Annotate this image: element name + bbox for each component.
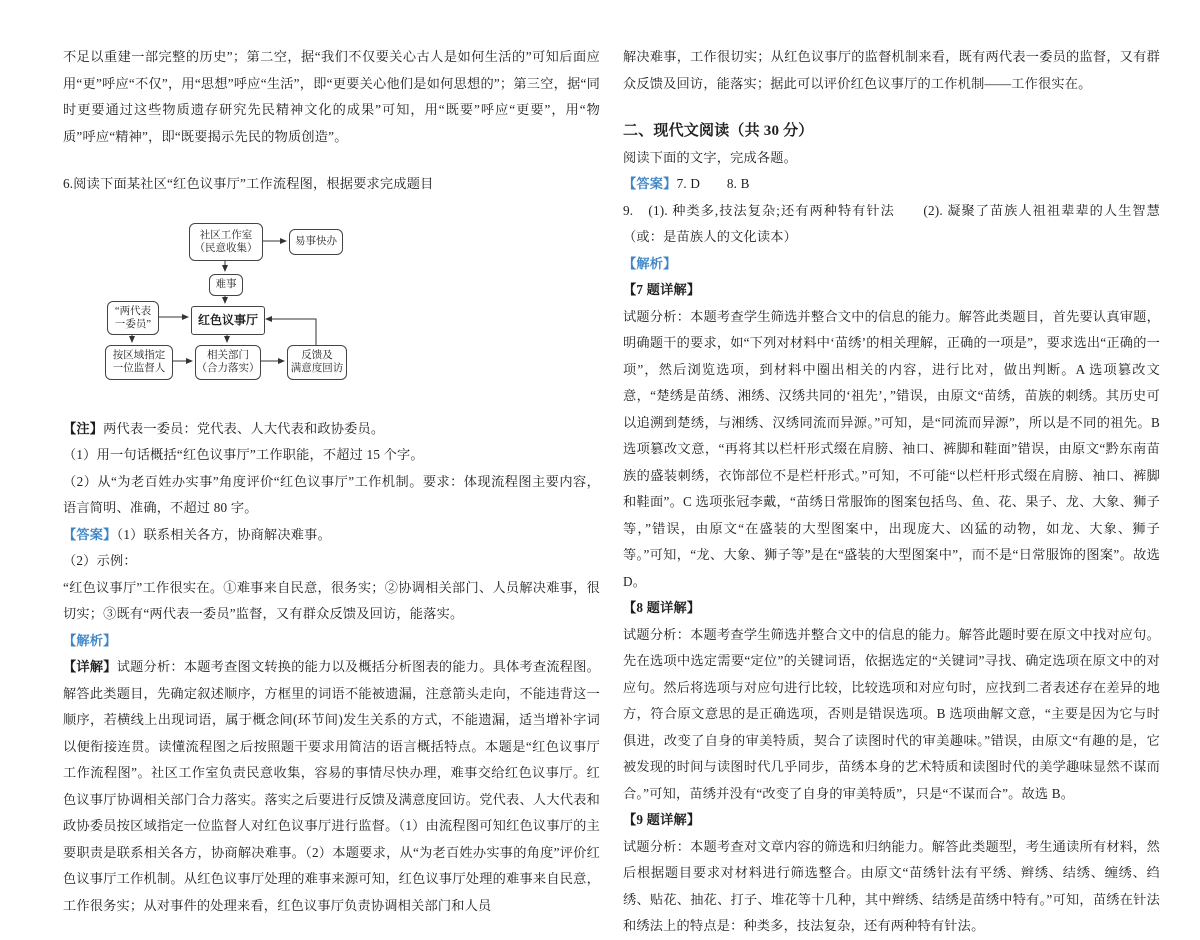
answer-marker: 【答案】	[623, 176, 677, 191]
flowchart-box-community-studio	[189, 223, 263, 261]
answer-marker: 【答案】	[63, 526, 117, 542]
arrow-feedback-to-hall	[266, 319, 316, 345]
flowchart-box-hard-matters	[209, 274, 243, 296]
detail-7-body: 试题分析：本题考查学生筛选并整合文中的信息的能力。解答此类题目，首先要认真审题，明确题干的要求，如“下列对材料中‘苗绣’的相关理解，正确的一项是”，要求选出“正确的一项”，然后浏览选项，到材料中圈出相关的内容，进行比对，做出判断。A 选项篡改文意，“楚绣是苗绣、湘绣、汉绣共同的‘祖先’，”错误，由原文“苗绣，苗族的刺绣。其历史可以追溯到楚绣，与湘绣、汉绣同流而异源。”可知，是“同流而异源”，所以是不同的祖先。B 选项篡改文意，“再将其以栏杆形式缀在肩膀、袖口、裤脚和鞋面”错误，由原文“黔东南苗族的盛装刺绣，衣饰部位不是栏杆形式。”可知，不可能“以栏杆形式缀在肩膀、袖口、裤脚和鞋面”。C 选项张冠李戴，“苗绣日常服饰的图案包括鸟、鱼、花、果子、龙、大象、狮子等，”错误，由原文“在盛装的大型图案中，出现庞大、凶猛的动物，如龙、大象、狮子等。”可知，“龙、大象、狮子等”是在“盛装的大型图案中”，而不是“日常服饰的图案”。故选 D。	[623, 308, 1160, 589]
flowchart-box-easy-matters	[289, 229, 343, 255]
supervisor-line1: 按区域指定	[112, 350, 166, 361]
detail-7-heading: 【7 题详解】	[623, 282, 701, 297]
reading-intro: 阅读下面的文字，完成各题。	[623, 149, 798, 165]
paragraph-q5-analysis: 不足以重建一部完整的历史”；第二空，据“我们不仅要关心古人是如何生活的”可知后面应用“更”呼应“不仅”，用“思想”呼应“生活”，即“更要关心他们是如何思想的”；第三空，据“同时更要通过这些物质遗存研究先民精神文化的成果”可知，用“既要”呼应“更要”，用“物质”呼应“精神”，即“既要揭示先民的物质创造”。	[63, 49, 600, 144]
analysis-marker: 【解析】	[63, 632, 117, 648]
hall-label: 红色议事厅	[197, 312, 258, 327]
detail-8-heading: 【8 题详解】	[623, 600, 701, 615]
answer-line	[63, 522, 600, 549]
question-6-stem: 6.阅读下面某社区“红色议事厅”工作流程图，根据要求完成题目	[63, 176, 434, 191]
hard-label: 难事	[215, 279, 237, 290]
flowchart	[83, 214, 383, 410]
flowchart-box-red-hall	[191, 306, 265, 335]
flowchart-box-two-reps	[107, 301, 159, 335]
q6-analysis-continued: 解决难事，工作很切实；从红色议事厅的监督机制来看，既有两代表一委员的监督，又有群众反馈及回访，能落实；据此可以评价红色议事厅的工作机制——工作很实在。	[623, 49, 1160, 91]
detail-9-heading: 【9 题详解】	[623, 812, 701, 827]
note-line	[63, 416, 600, 443]
easy-label: 易事快办	[295, 236, 337, 247]
studio-line1: 社区工作室	[199, 229, 253, 241]
analysis-marker-line	[63, 628, 600, 655]
reps-line1: “两代表	[114, 305, 152, 317]
detail-paragraph	[63, 654, 600, 919]
depts-line1: 相关部门	[207, 350, 249, 361]
left-column	[63, 44, 600, 919]
question-sub2: （2）从“为老百姓办实事”角度评价“红色议事厅”工作机制。要求：体现流程图主要内容，语言简明、准确，不超过 80 字。	[63, 473, 600, 515]
detail-8-body: 试题分析：本题考查学生筛选并整合文中的信息的能力。解答此题时要在原文中找对应句。先在选项中选定需要“定位”的关键词语，依据选定的“关键词”寻找、确定选项在原文中的对应句。然后将选项与对应句进行比较，比较选项和对应句时，应找到二者表述存在差异的地方，符合原文意思的是正确选项，否则是错误选项。B 选项曲解文意，“主要是因为它与时俱进，改变了自身的审美特质，契合了读图时代的审美趣味。”错误，由原文“有趣的是，它被发现的时间与读图时代几乎同步，苗绣本身的艺术特质和读图时代的美学趣味显然不谋而合。”可知，苗绣并没有“改变了自身的审美特质”，只是“不谋而合”。故选 B。	[623, 626, 1160, 801]
analysis-marker: 【解析】	[623, 255, 677, 271]
detail-text: 试题分析：本题考查图文转换的能力以及概括分析图表的能力。具体考查流程图。解答此类题目，先确定叙述顺序，方框里的词语不能被遗漏，注意箭头走向，不能违背这一顺序，若横线上出现词语，属于概念间(环节间)发生关系的方式，不能遗漏，适当增补字词以便衔接连贯。读懂流程图之后按照题干要求用简洁的语言概括特点。本题是“红色议事厅工作流程图”。社区工作室负责民意收集，容易的事情尽快办理，难事交给红色议事厅。红色议事厅协调相关部门合力落实。落实之后要进行反馈及满意度回访。党代表、人大代表和政协委员按区域指定一位监督人对红色议事厅进行监督。（1）由流程图可知红色议事厅的主要职责是联系相关各方，协商解决难事。（2）本题要求，从“为老百姓办实事的角度”评价红色议事厅工作机制。从红色议事厅处理的难事来源可知，红色议事厅处理的难事来自民意，工作很务实；从对事件的处理来看，红色议事厅负责协调相关部门和人员	[63, 659, 600, 913]
feedback-line2: 满意度回访	[290, 363, 344, 374]
detail-9-body: 试题分析：本题考查对文章内容的筛选和归纳能力。解答此类题型，考生通读所有材料，然后根据题目要求对材料进行筛选整合。由原文“苗绣针法有平绣、辫绣、结绣、缠绣、绉绣、贴花、抽花、打子、堆花等十几种，其中辫绣、结绣是苗绣中特有。”可知，苗绣在针法和绣法上的特点是：种类多，技法复杂，还有两种特有针法。	[623, 838, 1160, 933]
answer-line-9: 9. (1). 种类多,技法复杂;还有两种特有针法 (2). 凝聚了苗族人祖祖辈辈的人生智慧（或：是苗族人的文化读本）	[623, 202, 1160, 244]
answer-2-head: （2）示例：	[63, 553, 137, 568]
answers-7-8: 7. D 8. B	[676, 176, 750, 191]
right-column	[623, 44, 1160, 940]
answer-line-78	[623, 171, 1160, 198]
reps-line2: 一委员”	[114, 318, 152, 330]
feedback-line1: 反馈及	[301, 350, 333, 361]
depts-line2: （合力落实）	[196, 363, 260, 374]
section-heading-modern-reading: 二、现代文阅读（共 30 分）	[623, 123, 814, 139]
question-sub1: （1）用一句话概括“红色议事厅”工作职能，不超过 15 个字。	[63, 447, 424, 462]
flowchart-box-feedback	[287, 345, 347, 380]
flowchart-box-departments	[195, 345, 261, 380]
flowchart-box-supervisor	[105, 345, 173, 380]
supervisor-line2: 一位监督人	[112, 363, 166, 374]
note-marker: 【注】	[63, 420, 104, 436]
detail-marker: 【详解】	[63, 659, 117, 674]
analysis-marker-line	[623, 251, 1160, 278]
note-text: 两代表一委员：党代表、人大代表和政协委员。	[103, 420, 385, 436]
studio-line2: （民意收集）	[194, 242, 258, 254]
answer-1-text: （1）联系相关各方，协商解决难事。	[116, 526, 331, 542]
answer-2-body: “红色议事厅”工作很实在。①难事来自民意，很务实；②协调相关部门、人员解决难事，很切实；③既有“两代表一委员”监督，又有群众反馈及回访，能落实。	[63, 579, 600, 621]
